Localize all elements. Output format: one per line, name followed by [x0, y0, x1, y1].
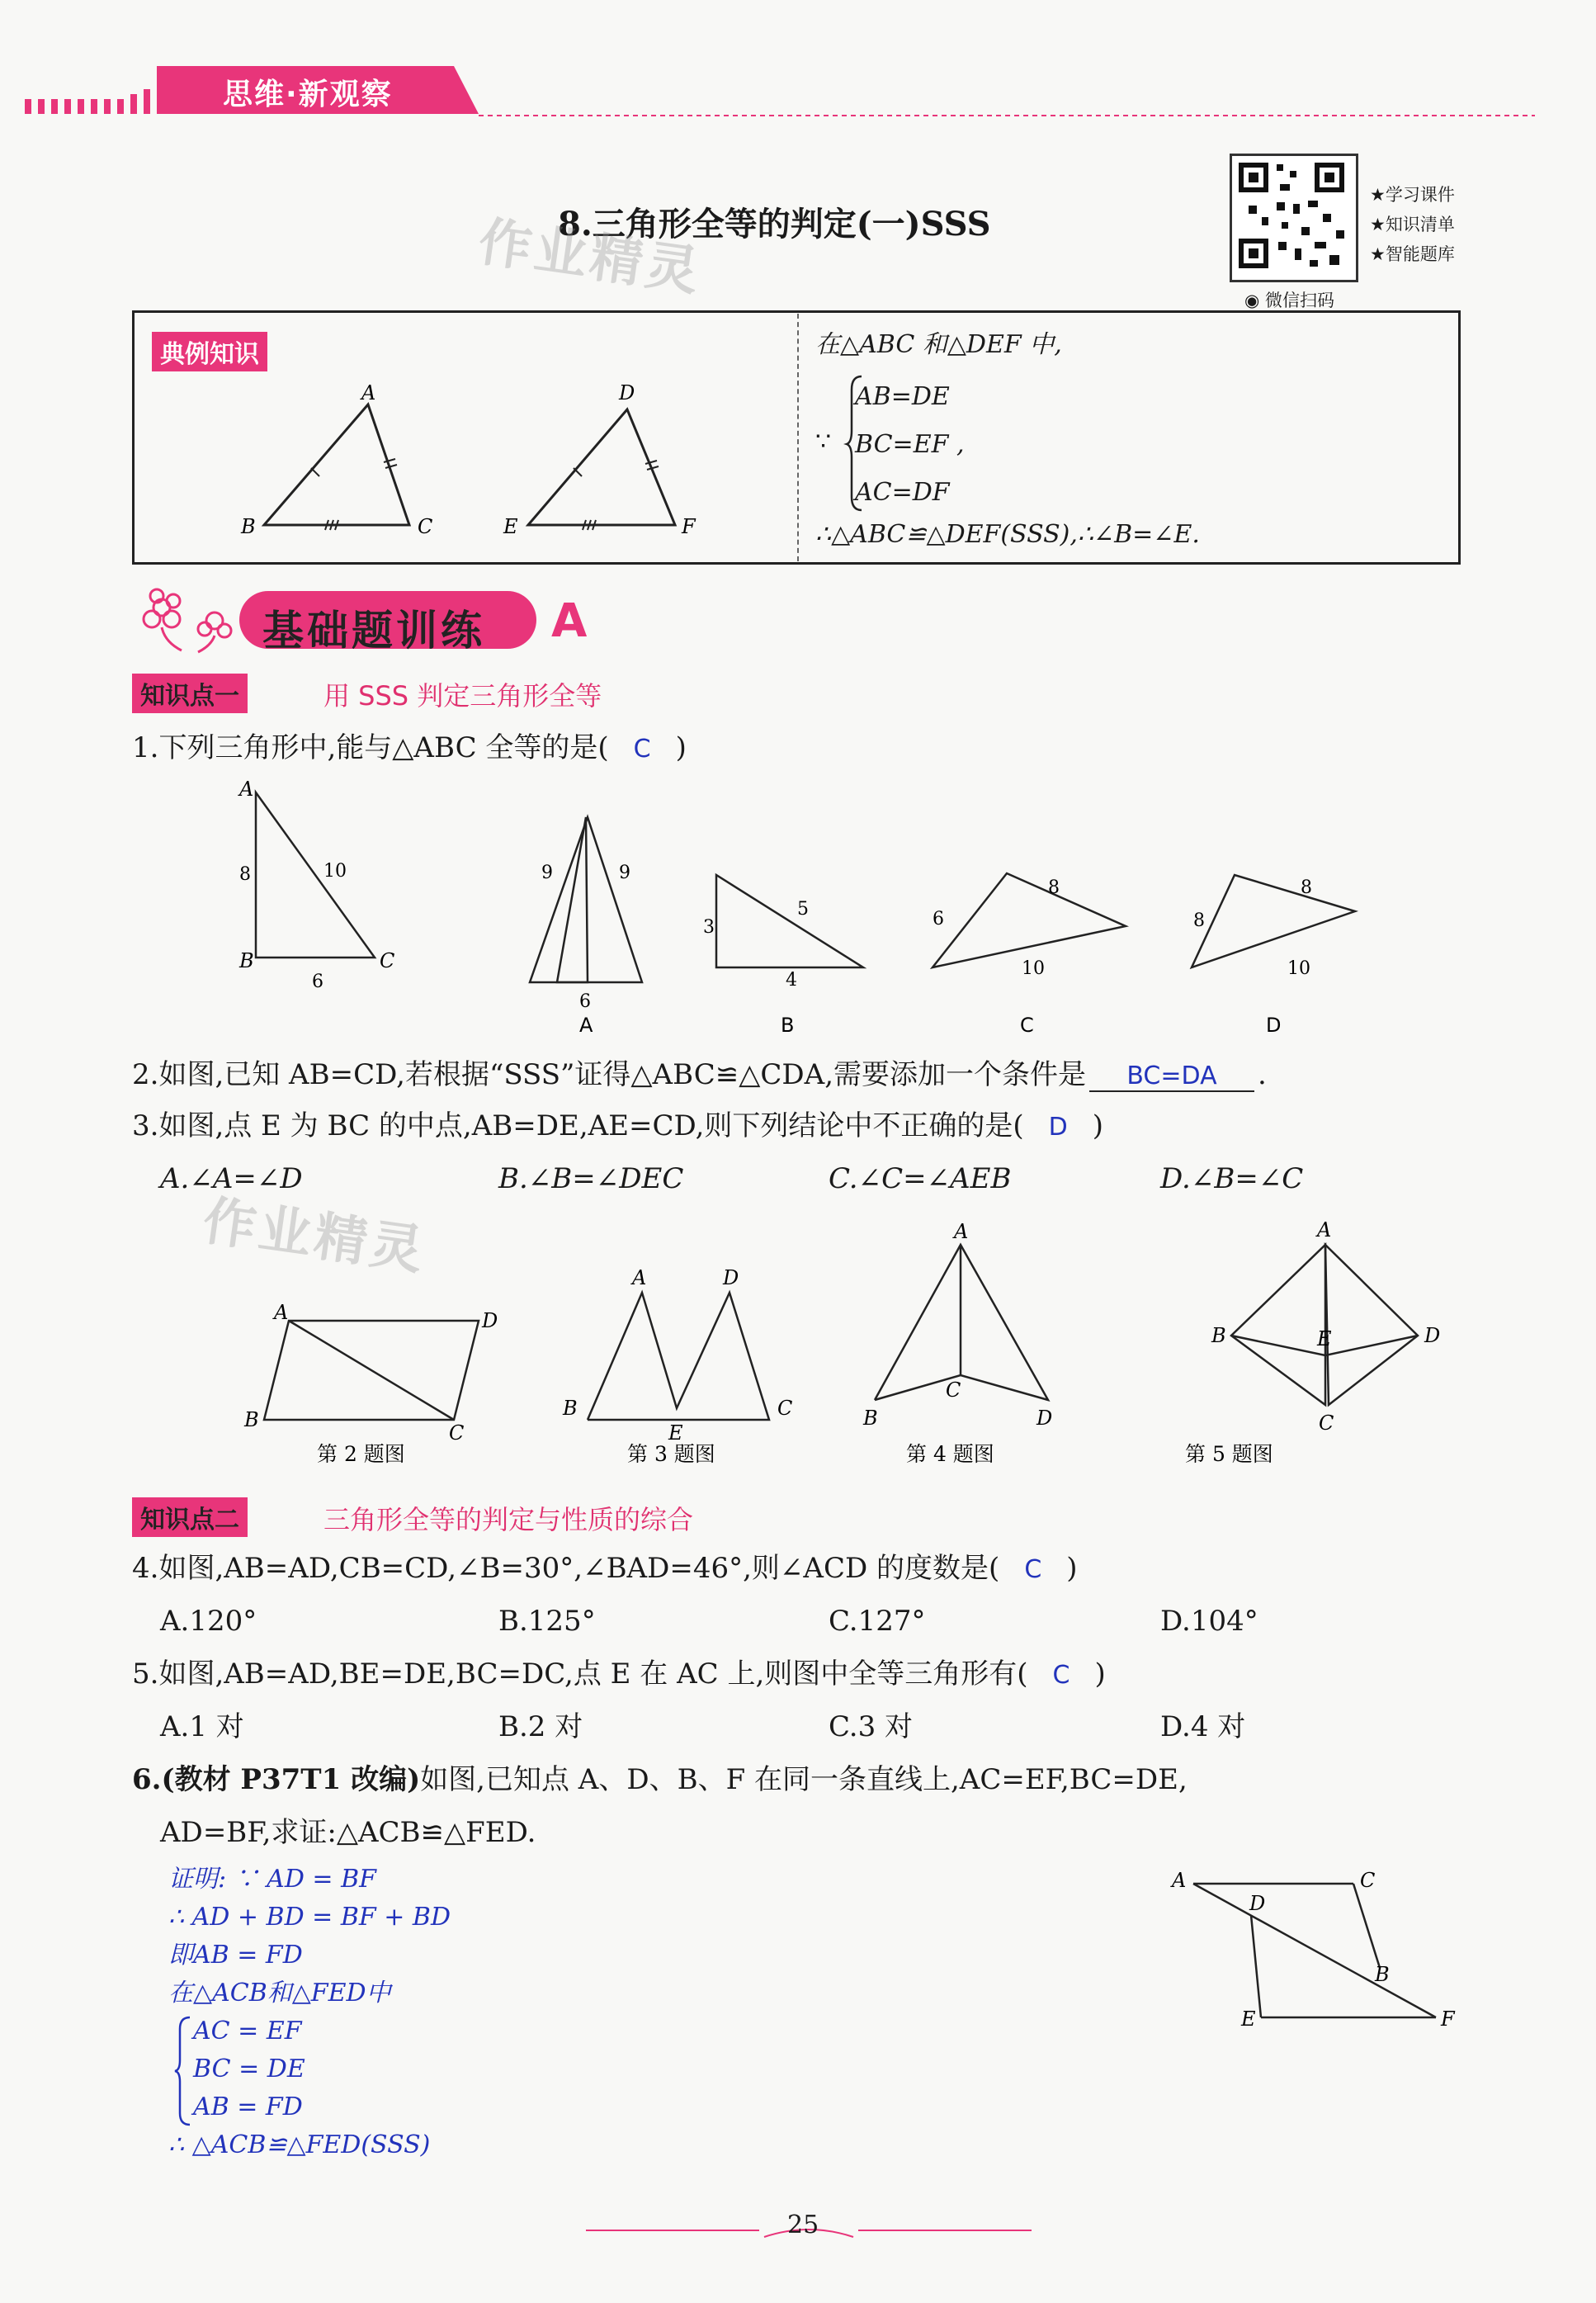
fig-label: E [503, 515, 518, 538]
side-label: 10 [1287, 958, 1310, 979]
side-label: 6 [312, 972, 323, 992]
q4-answer: C [1024, 1555, 1042, 1584]
option-letter: A [579, 1014, 593, 1037]
kp2-title: 三角形全等的判定与性质的综合 [323, 1504, 694, 1535]
side-label: 8 [1193, 910, 1205, 931]
q6-text: 6.(教材 P37T1 改编)如图,已知点 A、D、B、F 在同一条直线上,AC=EF,BC=DE, [132, 1763, 1188, 1796]
q5-answer: C [1052, 1661, 1070, 1690]
fig-label: E [1241, 2007, 1256, 2031]
qr-item: ★智能题库 [1370, 244, 1455, 264]
fig-label: B [1375, 1963, 1390, 1986]
page-number: 25 [787, 2211, 819, 2239]
side-label: 5 [797, 899, 809, 920]
fig-label: A [274, 1301, 289, 1324]
q4-option: A.120° [160, 1605, 257, 1638]
q4-option: D.104° [1160, 1605, 1258, 1638]
fig-caption: 第 4 题图 [906, 1442, 994, 1466]
wechat-icon: ◉ [1244, 291, 1260, 310]
fig-label: E [1317, 1327, 1332, 1350]
q5-option: A.1 对 [160, 1710, 244, 1743]
q2-text: 2.如图,已知 AB=CD,若根据“SSS”证得△ABC≌△CDA,需要添加一个条件是 BC=DA . [132, 1058, 1267, 1091]
qr-item: ★学习课件 [1370, 185, 1455, 205]
section-letter: A [551, 594, 588, 648]
side-label: 6 [579, 991, 591, 1012]
condition: AB=DE [855, 382, 950, 411]
option-letter: D [1266, 1014, 1282, 1037]
side-label: 4 [786, 970, 797, 991]
side-label: 9 [541, 863, 553, 883]
q5-option: D.4 对 [1160, 1710, 1246, 1743]
side-label: 6 [933, 909, 944, 929]
fig-label: C [380, 949, 395, 972]
fig-label: D [1036, 1407, 1053, 1430]
fig-label: E [668, 1421, 683, 1445]
proof-line: 在△ACB和△FED中 [168, 1979, 391, 2007]
kp1-tag: 知识点一 [132, 674, 248, 713]
proof-line: AC = EF [193, 2017, 302, 2045]
kp1-title: 用 SSS 判定三角形全等 [323, 680, 602, 712]
fig-label: C [418, 515, 433, 538]
q5-option: B.2 对 [498, 1710, 583, 1743]
fig-label: D [723, 1266, 739, 1289]
fig-label: A [361, 381, 376, 404]
q4-option: C.127° [829, 1605, 926, 1638]
because-symbol: ∵ [815, 428, 832, 456]
q1-answer: C [633, 735, 651, 764]
q3-option: D.∠B=∠C [1160, 1162, 1304, 1195]
example-tag: 典例知识 [152, 332, 267, 371]
condition: AC=DF [855, 478, 950, 507]
kp2-tag: 知识点二 [132, 1497, 248, 1537]
q6-text-line2: AD=BF,求证:△ACB≌△FED. [160, 1816, 536, 1849]
qr-code[interactable] [1230, 154, 1358, 282]
fig-label: A [1317, 1218, 1332, 1241]
fig-label: C [449, 1421, 465, 1445]
fig-label: B [244, 1408, 259, 1431]
header-banner-text: 思维·新观察 [223, 78, 393, 111]
q4-option: B.125° [498, 1605, 596, 1638]
qr-item: ★知识清单 [1370, 215, 1455, 234]
example-divider [797, 314, 799, 561]
option-letter: C [1020, 1014, 1034, 1037]
q3-answer: D [1048, 1113, 1068, 1142]
q6-source: 6.(教材 P37T1 改编) [132, 1763, 421, 1796]
fig-label: B [863, 1407, 878, 1430]
side-label: 10 [1022, 958, 1045, 979]
fig-label: C [1319, 1412, 1334, 1435]
lesson-title: 8.三角形全等的判定(一)SSS [558, 205, 991, 244]
side-label: 10 [323, 861, 347, 882]
fig-label: B [563, 1397, 578, 1420]
q3-option: B.∠B=∠DEC [498, 1162, 684, 1195]
example-conclusion: ∴△ABC≌△DEF(SSS),∴∠B=∠E. [815, 520, 1200, 549]
q4-text: 4.如图,AB=AD,CB=CD,∠B=30°,∠BAD=46°,则∠ACD 的度数是( C ) [132, 1552, 1078, 1585]
fig-label: F [1441, 2007, 1455, 2031]
figures-row [231, 1213, 1441, 1478]
proof-line: AB = FD [193, 2093, 303, 2121]
section-title: 基础题训练 [262, 607, 485, 655]
fig-label: A [1172, 1869, 1187, 1892]
q1-figures [223, 778, 1395, 1037]
proof-line: ∴ △ACB≌△FED(SSS) [168, 2130, 431, 2159]
fig-label: B [1211, 1324, 1226, 1347]
fig-label: D [1249, 1892, 1266, 1915]
q5-option: C.3 对 [829, 1710, 914, 1743]
fig-caption: 第 2 题图 [317, 1442, 405, 1466]
fig-label: F [682, 515, 696, 538]
side-label: 3 [703, 917, 715, 938]
q6-figure [1155, 1857, 1485, 2039]
q1-text: 1.下列三角形中,能与△ABC 全等的是( C ) [132, 731, 687, 764]
qr-feature-list [1370, 180, 1455, 269]
q3-option: C.∠C=∠AEB [829, 1162, 1012, 1195]
fig-label: C [1360, 1869, 1376, 1892]
fig-label: C [777, 1397, 793, 1420]
proof-brace [173, 2014, 193, 2128]
proof-line: 证明: ∵ AD = BF [168, 1865, 376, 1894]
example-figure [223, 380, 718, 545]
q3-text: 3.如图,点 E 为 BC 的中点,AB=DE,AE=CD,则下列结论中不正确的是( D ) [132, 1109, 1104, 1142]
fig-label: C [946, 1378, 961, 1402]
flower-icon [132, 584, 239, 659]
fig-caption: 第 5 题图 [1185, 1442, 1273, 1466]
side-label: 9 [619, 863, 630, 883]
fig-caption: 第 3 题图 [627, 1442, 715, 1466]
proof-line: 即AB = FD [168, 1941, 303, 1970]
q2-answer: BC=DA [1089, 1062, 1254, 1092]
qr-scan-label: ◉ 微信扫码 [1244, 291, 1335, 310]
option-letter: B [781, 1014, 795, 1037]
fig-label: D [482, 1309, 498, 1332]
example-line1: 在△ABC 和△DEF 中, [815, 330, 1062, 359]
fig-label: B [241, 515, 256, 538]
fig-label: D [1424, 1324, 1441, 1347]
fig-label: A [954, 1220, 969, 1243]
fig-label: B [239, 949, 254, 972]
fig-label: D [619, 381, 635, 404]
q5-text: 5.如图,AB=AD,BE=DE,BC=DC,点 E 在 AC 上,则图中全等三角形有( C ) [132, 1657, 1106, 1691]
watermark: 作业精灵 [199, 1190, 430, 1283]
fig-label: A [239, 778, 254, 801]
proof-line: ∴ AD + BD = BF + BD [168, 1903, 451, 1932]
fig-label: A [632, 1266, 647, 1289]
q3-option: A.∠A=∠D [160, 1162, 303, 1195]
side-label: 8 [239, 864, 251, 885]
side-label: 8 [1048, 877, 1060, 898]
example-conditions [855, 373, 964, 517]
watermark: 作业精灵 [475, 211, 706, 304]
side-label: 8 [1301, 877, 1312, 898]
condition: BC=EF , [855, 430, 965, 459]
proof-line: BC = DE [193, 2055, 305, 2083]
